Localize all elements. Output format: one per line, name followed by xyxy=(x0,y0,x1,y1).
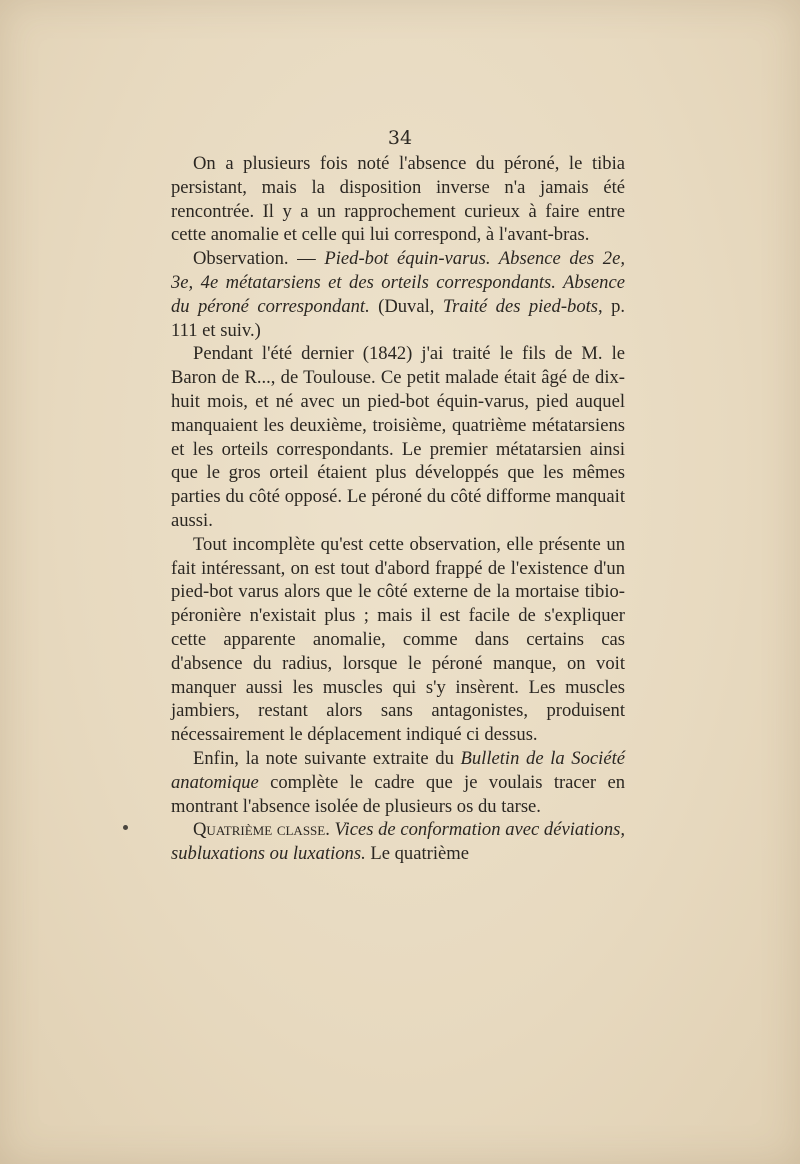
section-heading: Quatrième classe. xyxy=(193,819,330,841)
paragraph-5-after: complète le cadre que je voulais tracer en montrant l'absence isolée de plusieurs os du tarse. xyxy=(171,771,625,817)
bulletin-title: Bulletin de la Société anatomique xyxy=(171,747,625,793)
paragraph-5 xyxy=(171,747,625,818)
observation-lead: Observation. — xyxy=(193,248,325,270)
paragraph-6 xyxy=(171,818,625,866)
paragraph-5-before: Enfin, la note suivante extraite du xyxy=(193,747,461,769)
reference-close: , p. 111 et suiv.) xyxy=(171,295,626,341)
reference-title: Traité des pied-bots xyxy=(442,295,599,317)
observation-title: Pied-bot équin-varus. Absence des 2e, 3e, 4e métatarsiens et des orteils correspondants. Absence du péroné correspondant. xyxy=(171,248,625,317)
section-subtitle: Vices de conformation avec déviations, subluxations ou luxations. xyxy=(171,819,625,865)
paragraph-1: On a plusieurs fois noté l'absence du péroné, le tibia persistant, mais la disposition inverse n'a jamais été rencontrée. Il y a un rapprochement curieux à faire entre cette anomalie et celle qui lui correspond, à l'avant-bras. xyxy=(171,153,625,246)
paragraph-2-observation xyxy=(171,247,625,342)
paragraph-4: Tout incomplète qu'est cette observation, elle présente un fait intéressant, on est tout d'abord frappé de l'existence d'un pied-bot varus alors que le côté externe de la mortaise tibio-péronière n'existait plus ; mais il est facile de s'expliquer cette apparente anomalie, comme dans certains cas d'absence du radius, lorsque le péroné manque, on voit manquer aussi les muscles qui s'y insèrent. Les muscles jambiers, restant alors sans antagonistes, produisent nécessairement le déplacement indiqué ci dessus. xyxy=(171,533,625,746)
ink-speck xyxy=(123,825,128,830)
body-text xyxy=(171,152,625,866)
paragraph-6-after: Le quatrième xyxy=(365,843,469,865)
paragraph-3: Pendant l'été dernier (1842) j'ai traité le fils de M. le Baron de R..., de Toulouse. Ce petit malade était âgé de dix-huit mois, et né avec un pied-bot équin-varus, pied auquel manquaient les deuxième, troisième, quatrième métatarsiens et les orteils correspondants. Le premier métatarsien ainsi que le gros orteil étaient plus développés que les mêmes parties du côté opposé. Le péroné du côté difforme manquait aussi. xyxy=(171,343,625,531)
page-number: 34 xyxy=(387,127,413,149)
reference-open: (Duval, xyxy=(369,295,443,317)
